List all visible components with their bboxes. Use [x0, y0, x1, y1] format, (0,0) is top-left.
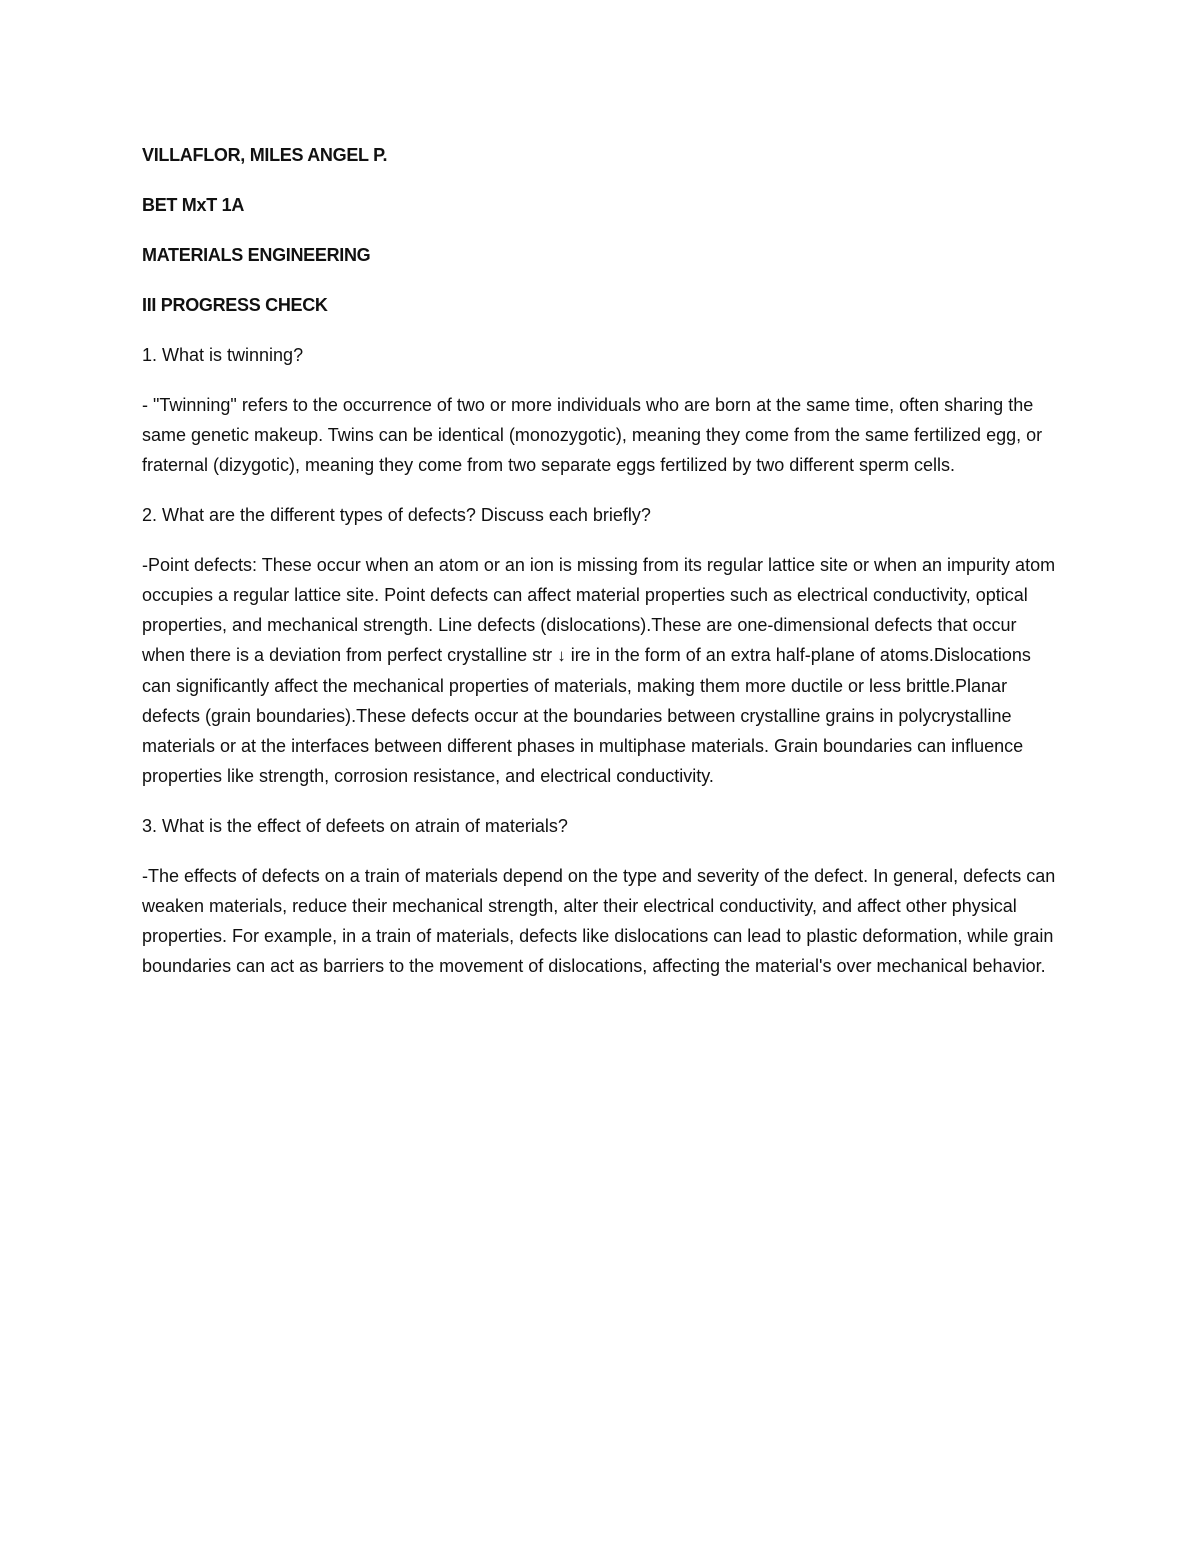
progress-check-title: III PROGRESS CHECK [142, 295, 328, 315]
answer-2-part-2: ire in the form of an extra half-plane of atoms.Dislocations can significantly affect the mechanical properties of materials, making them more ductile or less brittle.Planar defects (grain boundaries).These defects occur at the boundaries between crystalline grains in polycrystalline materials or at the interfaces between different phases in multiphase materials. Grain boundaries can influence properties like strength, corrosion resistance, and electrical conductivity. [142, 645, 1031, 786]
question-2: 2. What are the different types of defects? Discuss each briefly? [142, 505, 651, 525]
document-page [142, 140, 1062, 1001]
answer-1: - "Twinning" refers to the occurrence of two or more individuals who are born at the same time, often sharing the same genetic makeup. Twins can be identical (monozygotic), meaning they come from the same fertilized egg, or fraternal (dizygotic), meaning they come from two separate eggs fertilized by two different sperm cells. [142, 395, 1043, 475]
question-3: 3. What is the effect of defeets on atrain of materials? [142, 816, 568, 836]
answer-2-part-1: -Point defects: These occur when an atom or an ion is missing from its regular lattice site or when an impurity atom occupies a regular lattice site. Point defects can affect material properties such as electrical conductivity, optical properties, and mechanical strength. Line defects (dislocations).These are one-dimensional defects that occur when there is a deviation from perfect crystalline str [142, 555, 1056, 665]
subject-title: MATERIALS ENGINEERING [142, 245, 371, 265]
answer-3: -The effects of defects on a train of materials depend on the type and severity of the defect. In general, defects can weaken materials, reduce their mechanical strength, alter their electrical conductivity, and affect other physical properties. For example, in a train of materials, defects like dislocations can lead to plastic deformation, while grain boundaries can act as barriers to the movement of dislocations, affecting the material's over mechanical behavior. [142, 866, 1056, 976]
question-1: 1. What is twinning? [142, 345, 304, 365]
answer-2 [142, 550, 1062, 791]
down-arrow-icon: ↓ [557, 646, 566, 665]
student-section: BET MxT 1A [142, 195, 245, 215]
student-name: VILLAFLOR, MILES ANGEL P. [142, 145, 388, 165]
